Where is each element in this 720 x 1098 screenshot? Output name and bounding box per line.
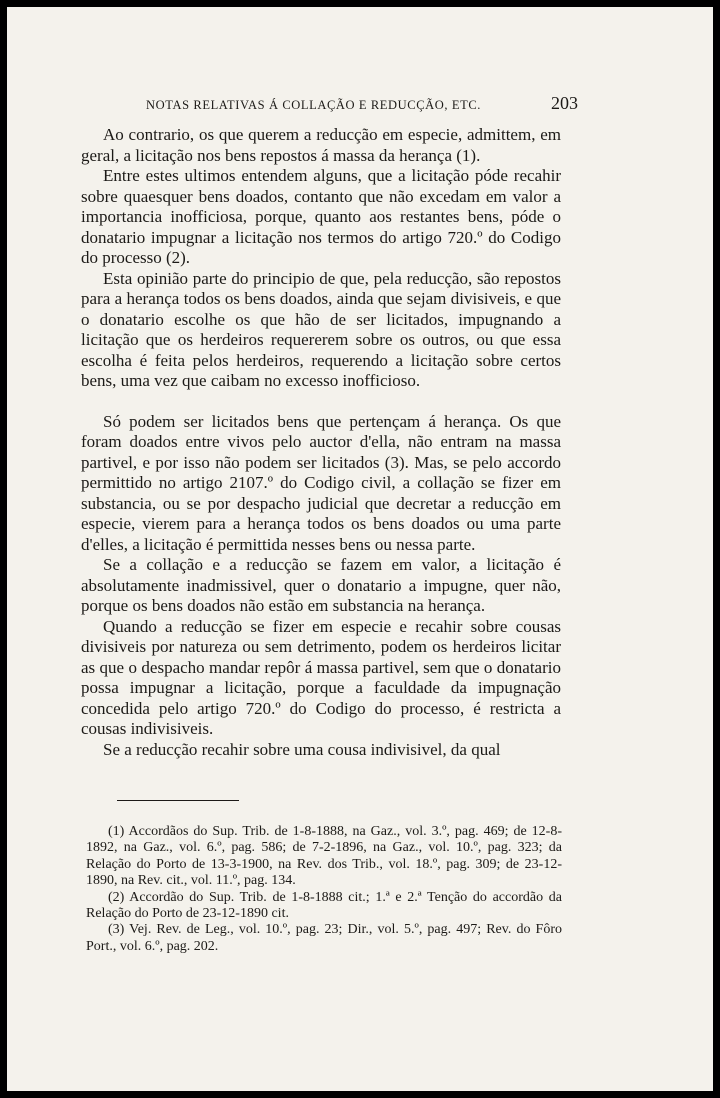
- footnote: (1) Accordãos do Sup. Trib. de 1-8-1888, na Gaz., vol. 3.º, pag. 469; de 12-8-1892, na Gaz., vol. 6.º, pag. 586; de 7-2-1896, na Gaz., vol. 10.º, pag. 323; da Relação do Porto de 13-3-1900, na Rev. dos Trib., vol. 18.º, pag. 309; de 23-12-1890, na Rev. cit., vol. 11.º, pag. 134.: [86, 824, 562, 889]
- running-title: NOTAS RELATIVAS Á COLLAÇÃO E REDUCÇÃO, ETC.: [146, 98, 481, 112]
- footnotes: [86, 824, 562, 955]
- paragraph: Entre estes ultimos entendem alguns, que a licitação póde recahir sobre quaesquer bens doados, contanto que não excedam em valor a importancia inofficiosa, porque, quanto aos restantes bens, póde o donatario impugnar a licitação nos termos do artigo 720.º do Codigo do processo (2).: [81, 166, 561, 267]
- paragraph: Se a reducção recahir sobre uma cousa indivisivel, da qual: [103, 739, 501, 759]
- paragraph: Ao contrario, os que querem a reducção em especie, admittem, em geral, a licitação nos bens repostos á massa da herança (1).: [81, 125, 561, 165]
- paragraph: Esta opinião parte do principio de que, pela reducção, são repostos para a herança todos os bens doados, ainda que sejam divisiveis, e que o donatario escolhe os que hão de ser licitados, impugnando a licitação que os herdeiros requererem sobre os outros, ou que essa escolha é feita pelos herdeiros, requerendo a licitação sobre certos bens, uma vez que caibam no excesso inofficioso.: [81, 268, 561, 390]
- footnote: (2) Accordão do Sup. Trib. de 1-8-1888 cit.; 1.ª e 2.ª Tenção do accordão da Relação do Porto de 23-12-1890 cit.: [86, 889, 562, 922]
- page-number: 203: [551, 93, 578, 113]
- paragraph: Quando a reducção se fizer em especie e recahir sobre cousas divisiveis por natureza ou sem detrimento, podem os herdeiros licitar as que o despacho mandar repôr á massa partivel, sem que o donatario possa impugnar a licitação, porque a faculdade da impugnação concedida pelo artigo 720.º do Codigo do processo, é restricta a cousas indivisiveis.: [81, 616, 561, 738]
- page-header: [146, 90, 578, 120]
- footnote-separator: [117, 800, 239, 801]
- main-text: [81, 125, 561, 760]
- paragraph: Só podem ser licitados bens que pertençam á herança. Os que foram doados entre vivos pelo auctor d'ella, não entram na massa partivel, e por isso não podem ser licitados (3). Mas, se pelo accordo permittido no artigo 2107.º do Codigo civil, a collação se fizer em substancia, ou se por despacho judicial que decretar a reducção em especie, vierem para a herança todos os bens doados ou uma parte d'elles, a licitação é permittida nesses bens ou nessa parte.: [81, 411, 561, 554]
- paragraph: Se a collação e a reducção se fazem em valor, a licitação é absolutamente inadmissivel, quer o donatario a impugne, quer não, porque os bens doados não estão em substancia na herança.: [81, 555, 561, 615]
- footnote: (3) Vej. Rev. de Leg., vol. 10.º, pag. 23; Dir., vol. 5.º, pag. 497; Rev. do Fôro Port., vol. 6.º, pag. 202.: [86, 922, 562, 954]
